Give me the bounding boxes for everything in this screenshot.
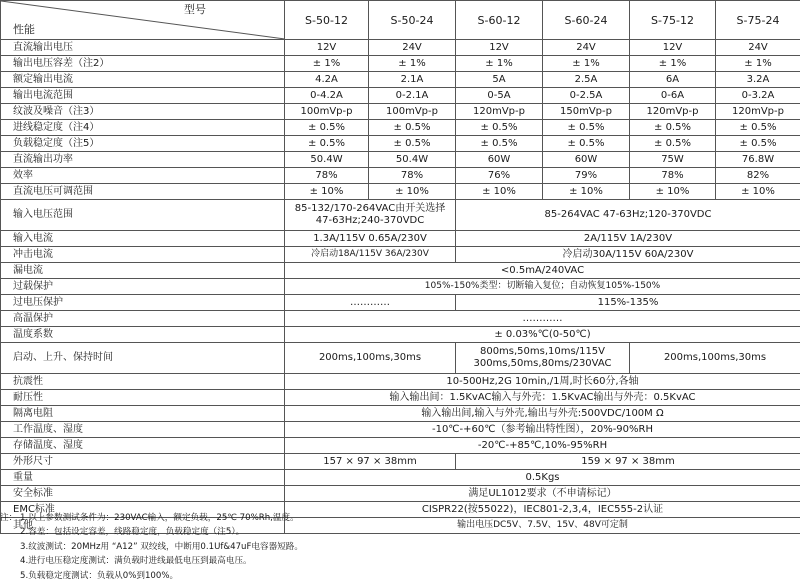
row-startup-time bbox=[1, 343, 800, 374]
row-isolation-resistance bbox=[1, 406, 800, 422]
model-header: S-60-12 bbox=[456, 1, 543, 40]
cell-value: 2.5A bbox=[543, 72, 630, 88]
cell-value: 50.4W bbox=[285, 152, 369, 168]
row-line-regulation bbox=[1, 120, 800, 136]
cell-value: 120mVp-p bbox=[716, 104, 800, 120]
cell-value: 200ms,100ms,30ms bbox=[285, 343, 456, 374]
row-label: 直流输出电压 bbox=[1, 40, 285, 56]
row-label: 存储温度、湿度 bbox=[1, 438, 285, 454]
row-label: 隔离电阻 bbox=[1, 406, 285, 422]
cell-value: 冷启动30A/115V 60A/230V bbox=[456, 247, 800, 263]
cell-value: 24V bbox=[716, 40, 800, 56]
row-label: 直流输出功率 bbox=[1, 152, 285, 168]
row-input-voltage-range bbox=[1, 200, 800, 231]
note-text: 3.纹波测试：20MHz用 “A12” 双绞线，中断用0.1Uf&47uF电容器短路。 bbox=[20, 541, 303, 552]
cell-value: ± 0.5% bbox=[630, 136, 716, 152]
cell-value: 0-5A bbox=[456, 88, 543, 104]
cell-value: 100mVp-p bbox=[285, 104, 369, 120]
row-label: 纹波及噪音（注3） bbox=[1, 104, 285, 120]
row-label: 输入电流 bbox=[1, 231, 285, 247]
cell-value: ± 10% bbox=[630, 184, 716, 200]
row-storage-temp bbox=[1, 438, 800, 454]
row-label: 安全标准 bbox=[1, 486, 285, 502]
cell-line: 800ms,50ms,10ms/115V bbox=[479, 346, 606, 357]
cell-value: ± 1% bbox=[285, 56, 369, 72]
cell-value: CISPR22(按55022)，IEC801-2,3,4，IEC555-2认证 bbox=[285, 502, 800, 518]
cell-value: 5A bbox=[456, 72, 543, 88]
note-line bbox=[0, 511, 800, 525]
cell-value: 12V bbox=[456, 40, 543, 56]
cell-value: ± 0.5% bbox=[456, 120, 543, 136]
row-label: 进线稳定度（注4） bbox=[1, 120, 285, 136]
cell-value: ………… bbox=[285, 295, 456, 311]
cell-value: -20℃-+85℃,10%-95%RH bbox=[285, 438, 800, 454]
cell-value: 2A/115V 1A/230V bbox=[456, 231, 800, 247]
notes-section bbox=[0, 511, 800, 583]
row-label: 负载稳定度（注5） bbox=[1, 136, 285, 152]
row-leakage-current bbox=[1, 263, 800, 279]
cell-value: ± 1% bbox=[543, 56, 630, 72]
row-withstand-voltage bbox=[1, 390, 800, 406]
row-current-range bbox=[1, 88, 800, 104]
row-label: 抗震性 bbox=[1, 374, 285, 390]
row-load-regulation bbox=[1, 136, 800, 152]
cell-line: 85-132/170-264VAC由开关选择 bbox=[294, 203, 446, 214]
row-voltage-adj-range bbox=[1, 184, 800, 200]
cell-value: 50.4W bbox=[369, 152, 456, 168]
cell-value: 75W bbox=[630, 152, 716, 168]
row-label: 过电压保护 bbox=[1, 295, 285, 311]
note-line bbox=[0, 569, 800, 583]
cell-value: 0-3.2A bbox=[716, 88, 800, 104]
cell-value: ± 0.5% bbox=[716, 136, 800, 152]
cell-value: ± 10% bbox=[285, 184, 369, 200]
cell-value: 120mVp-p bbox=[456, 104, 543, 120]
cell-value: 78% bbox=[630, 168, 716, 184]
row-label: 直流电压可调范围 bbox=[1, 184, 285, 200]
cell-value: 150mVp-p bbox=[543, 104, 630, 120]
model-header: S-50-24 bbox=[369, 1, 456, 40]
row-vibration bbox=[1, 374, 800, 390]
cell-value: ………… bbox=[285, 311, 800, 327]
model-header: S-75-24 bbox=[716, 1, 800, 40]
diagonal-line bbox=[1, 1, 285, 39]
cell-value: 76.8W bbox=[716, 152, 800, 168]
cell-value: 0.5Kgs bbox=[285, 470, 800, 486]
cell-value: ± 0.03%℃(0-50℃) bbox=[285, 327, 800, 343]
cell-value: ± 10% bbox=[369, 184, 456, 200]
cell-value: 10-500Hz,2G 10min,/1周,时长60分,各轴 bbox=[285, 374, 800, 390]
row-label: 额定输出电流 bbox=[1, 72, 285, 88]
cell-value: 78% bbox=[285, 168, 369, 184]
cell-value: ± 1% bbox=[630, 56, 716, 72]
cell-value: 12V bbox=[630, 40, 716, 56]
note-text: 1.以上参数测试条件为：230VAC输入，额定负载，25℃ 70%Rh,温度。 bbox=[20, 513, 299, 523]
row-voltage-tolerance bbox=[1, 56, 800, 72]
row-label: 输出电流范围 bbox=[1, 88, 285, 104]
row-label: 漏电流 bbox=[1, 263, 285, 279]
row-label: 其他 bbox=[1, 518, 285, 534]
row-weight bbox=[1, 470, 800, 486]
cell-value: 冷启动18A/115V 36A/230V bbox=[285, 247, 456, 263]
cell-value: 0-6A bbox=[630, 88, 716, 104]
row-label: 过载保护 bbox=[1, 279, 285, 295]
row-label: 输入电压范围 bbox=[1, 200, 285, 231]
cell-value: ± 10% bbox=[716, 184, 800, 200]
row-working-temp bbox=[1, 422, 800, 438]
row-label: 高温保护 bbox=[1, 311, 285, 327]
row-inrush-current bbox=[1, 247, 800, 263]
row-overload-protection bbox=[1, 279, 800, 295]
cell-value: 79% bbox=[543, 168, 630, 184]
cell-value: 82% bbox=[716, 168, 800, 184]
cell-value: ± 1% bbox=[716, 56, 800, 72]
cell-value: 105%-150%类型：切断输入复位；自动恢复105%-150% bbox=[285, 279, 800, 295]
cell-value: ± 0.5% bbox=[285, 120, 369, 136]
cell-value: ± 10% bbox=[543, 184, 630, 200]
row-efficiency bbox=[1, 168, 800, 184]
cell-value bbox=[285, 200, 456, 231]
cell-line: 300ms,50ms,80ms/230VAC bbox=[473, 358, 612, 369]
notes-prefix: 注： bbox=[0, 513, 18, 523]
model-header: S-50-12 bbox=[285, 1, 369, 40]
row-label: 启动、上升、保持时间 bbox=[1, 343, 285, 374]
row-label: 温度系数 bbox=[1, 327, 285, 343]
cell-value: ± 0.5% bbox=[716, 120, 800, 136]
row-ripple-noise bbox=[1, 104, 800, 120]
cell-value: 60W bbox=[543, 152, 630, 168]
cell-value: 78% bbox=[369, 168, 456, 184]
cell-value: ± 0.5% bbox=[543, 120, 630, 136]
row-safety-standard bbox=[1, 486, 800, 502]
cell-value: 2.1A bbox=[369, 72, 456, 88]
row-temp-coefficient bbox=[1, 327, 800, 343]
cell-value bbox=[456, 343, 630, 374]
cell-value: 输出电压DC5V、7.5V、15V、48V可定制 bbox=[285, 518, 800, 534]
cell-value: 输入输出间,输入与外壳,输出与外壳:500VDC/100M Ω bbox=[285, 406, 800, 422]
cell-line: 47-63Hz;240-370VDC bbox=[315, 215, 425, 226]
row-label: 效率 bbox=[1, 168, 285, 184]
model-label: 型号 bbox=[184, 3, 206, 16]
row-label: 外形尺寸 bbox=[1, 454, 285, 470]
model-header: S-75-12 bbox=[630, 1, 716, 40]
cell-value: 3.2A bbox=[716, 72, 800, 88]
cell-value: ± 0.5% bbox=[369, 120, 456, 136]
cell-value: ± 1% bbox=[456, 56, 543, 72]
cell-value: 1.3A/115V 0.65A/230V bbox=[285, 231, 456, 247]
cell-value: ± 0.5% bbox=[369, 136, 456, 152]
performance-label: 性能 bbox=[13, 23, 35, 36]
row-label: EMC标准 bbox=[1, 502, 285, 518]
cell-value: 满足UL1012要求（不申请标记） bbox=[285, 486, 800, 502]
header-diagonal-cell bbox=[1, 1, 285, 40]
cell-value: 76% bbox=[456, 168, 543, 184]
model-header: S-60-24 bbox=[543, 1, 630, 40]
row-rated-current bbox=[1, 72, 800, 88]
cell-value: -10℃-+60℃（参考输出特性图），20%-90%RH bbox=[285, 422, 800, 438]
cell-value: 0-4.2A bbox=[285, 88, 369, 104]
cell-value: 60W bbox=[456, 152, 543, 168]
cell-value: 115%-135% bbox=[456, 295, 800, 311]
cell-value: <0.5mA/240VAC bbox=[285, 263, 800, 279]
row-label: 重量 bbox=[1, 470, 285, 486]
cell-value: ± 0.5% bbox=[456, 136, 543, 152]
row-label: 工作温度、湿度 bbox=[1, 422, 285, 438]
row-dc-output-power bbox=[1, 152, 800, 168]
cell-value: 12V bbox=[285, 40, 369, 56]
row-dimensions bbox=[1, 454, 800, 470]
note-line bbox=[0, 540, 800, 554]
cell-value: 100mVp-p bbox=[369, 104, 456, 120]
cell-value: 0-2.5A bbox=[543, 88, 630, 104]
cell-value: 85-264VAC 47-63Hz;120-370VDC bbox=[456, 200, 800, 231]
header-row bbox=[1, 1, 800, 40]
row-overvoltage-protection bbox=[1, 295, 800, 311]
cell-value: 0-2.1A bbox=[369, 88, 456, 104]
note-text: 5.负载稳定度测试：负载从0%到100%。 bbox=[20, 570, 179, 581]
note-line bbox=[0, 554, 800, 568]
cell-value: 120mVp-p bbox=[630, 104, 716, 120]
cell-value: ± 0.5% bbox=[543, 136, 630, 152]
cell-value: 4.2A bbox=[285, 72, 369, 88]
cell-value: 159 × 97 × 38mm bbox=[456, 454, 800, 470]
cell-value: 200ms,100ms,30ms bbox=[630, 343, 800, 374]
row-label: 耐压性 bbox=[1, 390, 285, 406]
cell-value: ± 0.5% bbox=[285, 136, 369, 152]
cell-value: 24V bbox=[369, 40, 456, 56]
cell-value: ± 0.5% bbox=[630, 120, 716, 136]
row-input-current bbox=[1, 231, 800, 247]
row-dc-output-voltage bbox=[1, 40, 800, 56]
cell-value: ± 1% bbox=[369, 56, 456, 72]
cell-value: ± 10% bbox=[456, 184, 543, 200]
row-label: 输出电压容差（注2） bbox=[1, 56, 285, 72]
cell-value: 输入输出间：1.5KvAC输入与外壳：1.5KvAC输出与外壳：0.5KvAC bbox=[285, 390, 800, 406]
row-label: 冲击电流 bbox=[1, 247, 285, 263]
cell-value: 6A bbox=[630, 72, 716, 88]
row-overtemp-protection bbox=[1, 311, 800, 327]
note-line bbox=[0, 525, 800, 539]
note-text: 2.容差：包括设定容差，线路稳定度，负载稳定度（注5）。 bbox=[20, 527, 245, 538]
cell-value: 24V bbox=[543, 40, 630, 56]
note-text: 4.进行电压稳定度测试：满负载时进线最低电压到最高电压。 bbox=[20, 556, 252, 567]
cell-value: 157 × 97 × 38mm bbox=[285, 454, 456, 470]
